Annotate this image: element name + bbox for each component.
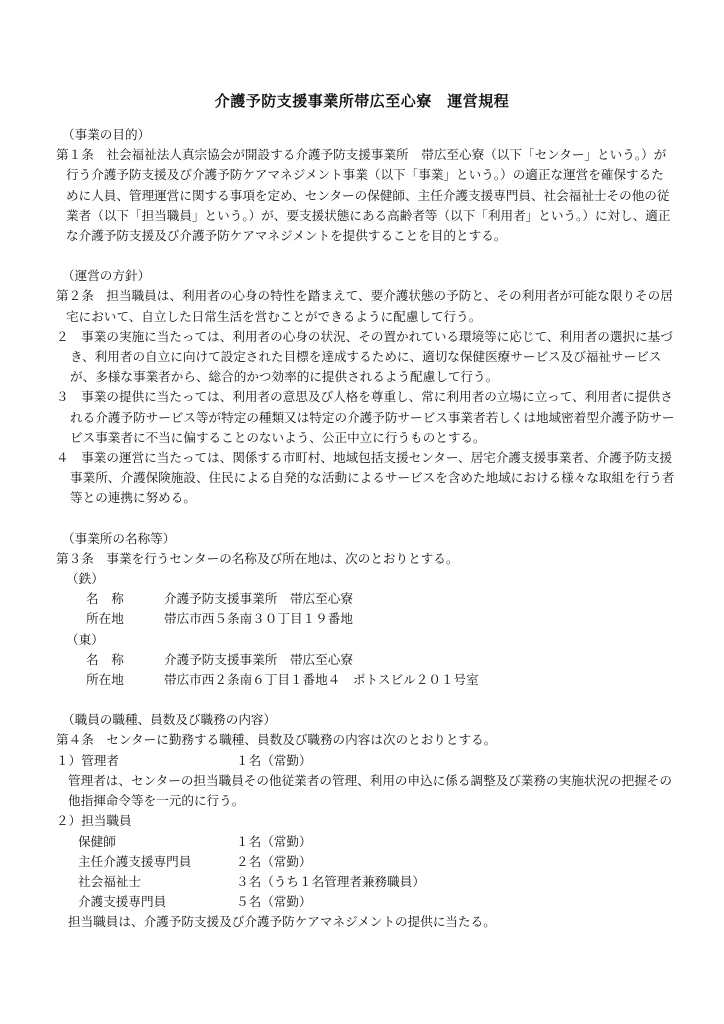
address-key: 所在地: [86, 611, 124, 627]
article-2-text: 第２条 担当職員は、利用者の心身の特性を踏まえて、要介護状態の予防と、その利用者が可能な限りその居宅において、自立した日常生活を営むことができるように配慮して行う。: [56, 288, 673, 324]
document-body: [56, 125, 676, 933]
staff-role: 介護支援専門員: [78, 894, 167, 910]
staff-role: 保健師: [78, 833, 116, 849]
article-2-item-3: ３ 事業の提供に当たっては、利用者の意思及び人格を尊重し、常に利用者の立場に立って、利用者に提供される介護予防サービス等が特定の種類又は特定の介護予防サービス事業者若しくは地域密着型介護予防サービス事業者に不当に偏することのないよう、公正中立に行うものとする。: [56, 389, 675, 445]
staff-role: 社会福祉士: [78, 873, 141, 889]
west-office-address: 帯広市西５条南３０丁目１９番地: [164, 611, 353, 627]
name-key: 名 称: [86, 651, 124, 667]
west-office-name-row: [56, 589, 676, 609]
staff-count: ５名（常勤）: [236, 894, 312, 910]
staff-count: ２名（常勤）: [236, 853, 312, 869]
article-3-text: 第３条 事業を行うセンターの名称及び所在地は、次のとおりとする。: [56, 550, 459, 566]
staff-count: １名（常勤）: [236, 833, 312, 849]
staff-description: 担当職員は、介護予防支援及び介護予防ケアマネジメントの提供に当たる。: [68, 914, 496, 930]
article-4-text: 第４条 センターに勤務する職種、員数及び職務の内容は次のとおりとする。: [56, 732, 497, 748]
section-3-heading: （事業所の名称等）: [62, 530, 176, 546]
west-office-name: 介護予防支援事業所 帯広至心寮: [164, 591, 353, 607]
staff-row: [56, 892, 676, 912]
staff-row: [56, 872, 676, 892]
manager-description: 管理者は、センターの担当職員その他従業者の管理、利用の申込に係る調整及び業務の実施状況の把握その他指揮命令等を一元的に行う。: [68, 772, 672, 809]
section-2-heading: （運営の方針）: [62, 268, 151, 284]
name-key: 名 称: [86, 591, 124, 607]
staff-label: ２）担当職員: [56, 813, 132, 829]
spacer: [56, 690, 676, 710]
spacer: [56, 246, 676, 266]
east-office-address-row: [56, 670, 676, 690]
section-4-heading: （職員の職種、員数及び職務の内容）: [62, 712, 277, 728]
article-2-item-2: ２ 事業の実施に当たっては、利用者の心身の状況、その置かれている環境等に応じて、利用者の選択に基づき、利用者の自立に向けて設定された目標を達成するために、適切な保健医療サービス及び福祉サービスが、多様な事業者から、総合的かつ効率的に提供されるよう配慮して行う。: [56, 328, 673, 385]
article-2-item-4: ４ 事業の運営に当たっては、関係する市町村、地域包括支援センター、居宅介護支援事業者、介護予防支援事業所、介護保険施設、住民による自発的な活動によるサービスを含めた地域における様々な取組を行う者等との連携に努める。: [56, 450, 675, 506]
document-title: 介護予防支援事業所帯広至心寮 運営規程: [214, 92, 510, 110]
staff-row: [56, 852, 676, 872]
east-office-name: 介護予防支援事業所 帯広至心寮: [164, 651, 353, 667]
manager-row: [56, 751, 676, 771]
section-1-heading: （事業の目的）: [62, 127, 151, 142]
staff-role: 主任介護支援専門員: [78, 853, 192, 869]
staff-row: [56, 832, 676, 852]
address-key: 所在地: [86, 672, 124, 688]
east-office-name-row: [56, 650, 676, 670]
manager-count: １名（常勤）: [236, 752, 312, 768]
west-office-label: （鉄）: [66, 571, 104, 587]
east-office-address: 帯広市西２条南６丁目１番地４ ポトスビル２０１号室: [164, 672, 479, 688]
staff-count: ３名（うち１名管理者兼務職員）: [236, 873, 425, 889]
west-office-address-row: [56, 609, 676, 629]
article-1-text: 第１条 社会福祉法人真宗協会が開設する介護予防支援事業所 帯広至心寮（以下「センター」という。）が行う介護予防支援及び介護予防ケアマネジメント事業（以下「事業」という。）の適正な運営を確保するために人員、管理運営に関する事項を定め、センターの保健師、主任介護支援専門員、社会福祉士その他の従業者（以下「担当職員」という。）が、要支援状態にある高齢者等（以下「利用者」という。）に対し、適正な介護予防支援及び介護予防ケアマネジメントを提供することを目的とする。: [56, 147, 671, 244]
manager-label: １）管理者: [56, 752, 119, 768]
spacer: [56, 509, 676, 529]
east-office-label: （東）: [66, 631, 104, 647]
